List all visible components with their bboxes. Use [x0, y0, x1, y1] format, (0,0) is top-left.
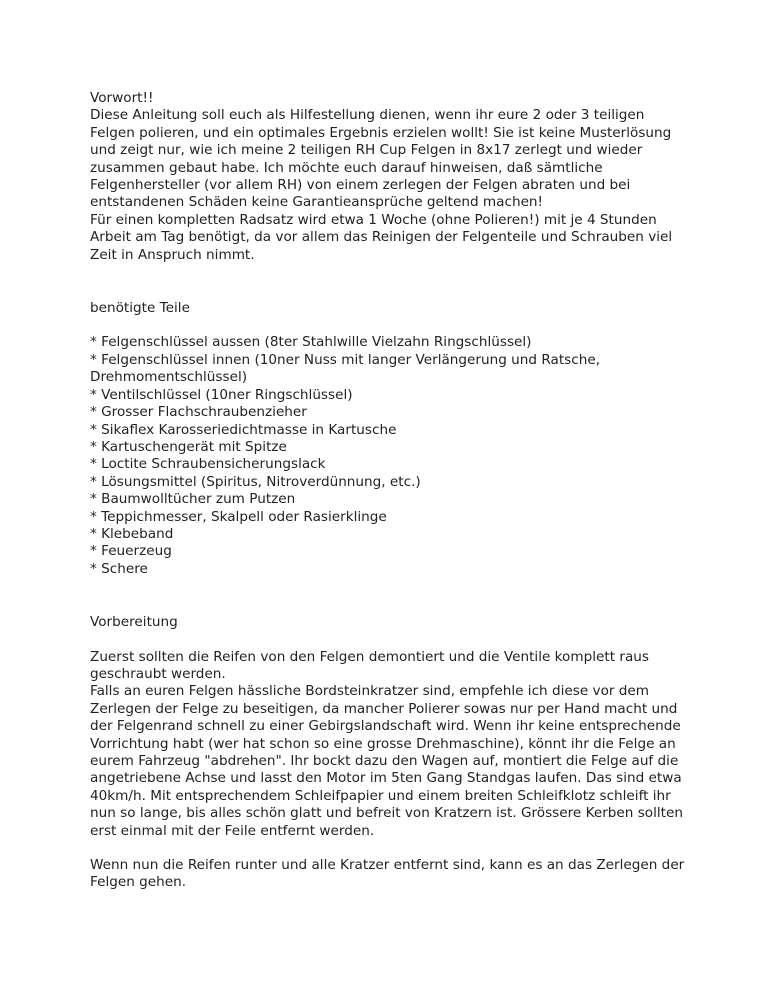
list-item: * Lösungsmittel (Spiritus, Nitroverdünnung, etc.)	[90, 473, 421, 490]
list-item: * Ventilschlüssel (10ner Ringschlüssel)	[90, 386, 353, 403]
intro-paragraph-2: Für einen kompletten Radsatz wird etwa 1 Woche (ohne Polieren!) mit je 4 Stunden Arbeit am Tag benötigt, da vor allem das Reinigen der Felgenteile und Schrauben viel Zeit in Anspruch nimmt.	[90, 211, 673, 263]
list-item: * Klebeband	[90, 525, 174, 542]
list-item: * Kartuschengerät mit Spitze	[90, 438, 287, 455]
preparation-paragraph-2: Falls an euren Felgen hässliche Bordsteinkratzer sind, empfehle ich diese vor dem Zerlegen der Felge zu beseitigen, da mancher Polierer sowas nur per Hand macht und der Felgenrand schnell zu einer Gebirgslandschaft wird. Wenn ihr keine entsprechende Vorrichtung habt (wer hat schon so eine grosse Drehmaschine), könnt ihr die Felge an eurem Fahrzeug "abdrehen". Ihr bockt dazu den Wagen auf, montiert die Felge auf die angetriebene Achse und lasst den Motor im 5ten Gang Standgas laufen. Das sind etwa 40km/h. Mit entsprechendem Schleifpapier und einem breiten Schleifklotz schleift ihr nun so lange, bis alles schön glatt und befreit von Kratzern ist. Grössere Kerben sollten erst einmal mit der Feile entfernt werden.	[90, 683, 683, 839]
list-item: * Grosser Flachschraubenzieher	[90, 404, 307, 421]
list-item: * Loctite Schraubensicherungslack	[90, 456, 326, 473]
list-item: * Sikaflex Karosseriedichtmasse in Kartusche	[90, 421, 397, 438]
list-item: * Felgenschlüssel aussen (8ter Stahlwille Vielzahn Ringschlüssel)	[90, 334, 532, 351]
list-item: * Baumwolltücher zum Putzen	[90, 491, 296, 508]
title-vorwort: Vorwort!!	[90, 90, 154, 106]
list-item: * Schere	[90, 560, 148, 577]
intro-paragraph-1: Diese Anleitung soll euch als Hilfestellung dienen, wenn ihr eure 2 oder 3 teiligen Felgen polieren, und ein optimales Ergebnis erzielen wollt! Sie ist keine Musterlösung und zeigt nur, wie ich meine 2 teiligen RH Cup Felgen in 8x17 zerlegt und wieder zusammen gebaut habe. Ich möchte euch darauf hinweisen, daß sämtliche Felgenhersteller (vor allem RH) von einem zerlegen der Felgen abraten und bei entstandenen Schäden keine Garantieansprüche geltend machen!	[90, 107, 672, 211]
list-item: * Feuerzeug	[90, 543, 172, 560]
parts-list	[90, 334, 690, 578]
list-item: * Teppichmesser, Skalpell oder Rasierklinge	[90, 508, 387, 525]
list-item: * Felgenschlüssel innen (10ner Nuss mit langer Verlängerung und Ratsche, Drehmomentschlüssel)	[90, 351, 601, 386]
parts-heading: benötigte Teile	[90, 300, 190, 317]
preparation-paragraph-1: Zuerst sollten die Reifen von den Felgen demontiert und die Ventile komplett raus geschraubt werden.	[90, 648, 649, 682]
document-page	[90, 90, 690, 892]
preparation-heading: Vorbereitung	[90, 614, 178, 631]
preparation-closing: Wenn nun die Reifen runter und alle Kratzer entfernt sind, kann es an das Zerlegen der Felgen gehen.	[90, 857, 685, 891]
